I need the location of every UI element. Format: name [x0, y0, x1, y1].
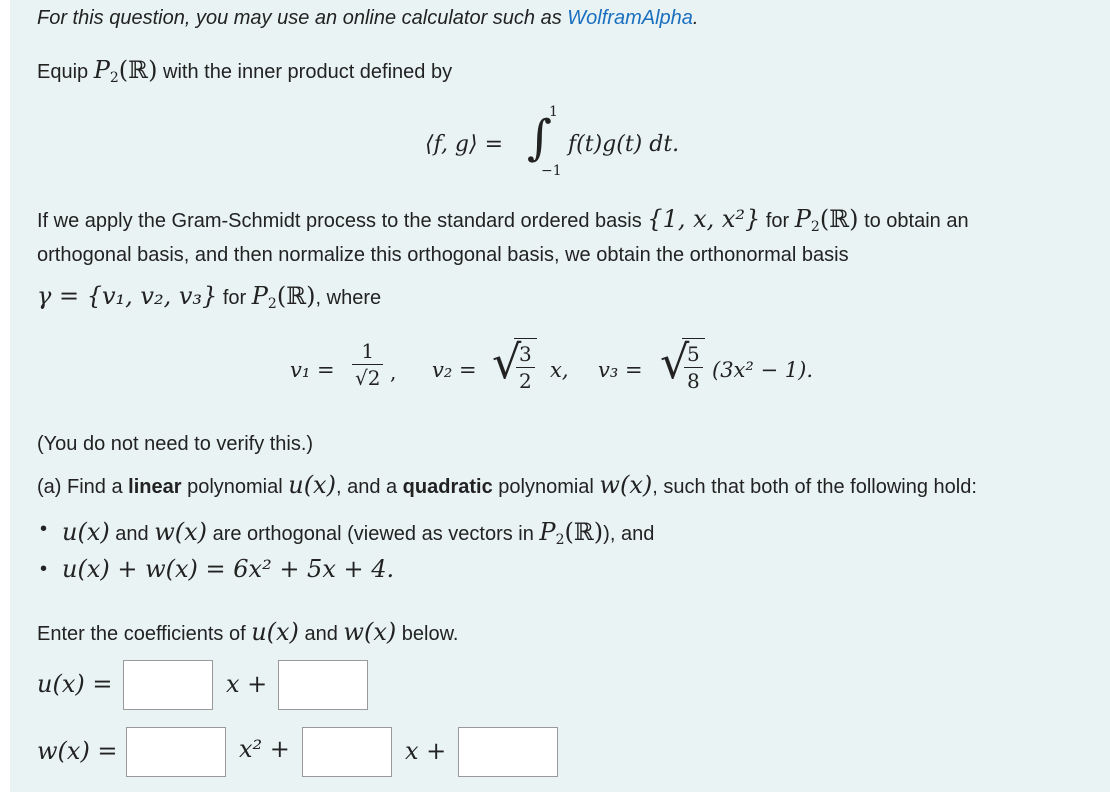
v2-label: v₂ = [432, 358, 477, 382]
standard-basis: {1, x, x²} [647, 205, 761, 233]
integral-lower-limit: −1 [541, 163, 562, 179]
part-a-prompt: (a) Find a linear polynomial u(x), and a quadratic polynomial w(x), such that both of the following hold: [37, 471, 977, 499]
paragraph-line-1: If we apply the Gram-Schmidt process to the standard ordered basis {1, x, x²} for $P_2(ℝ)$ to obtain an [37, 205, 969, 235]
w-linear-coefficient-input[interactable] [302, 727, 392, 777]
paragraph-line-3: γ = {v₁, v₂, v₃} for $P_2(ℝ)$, where [37, 282, 382, 312]
u-x-term: x + [226, 670, 268, 698]
v3-label: v₃ = [598, 358, 643, 382]
w-quadratic-coefficient-input[interactable] [126, 727, 226, 777]
w-x2-term: x² + [239, 735, 290, 763]
u-constant-input[interactable] [278, 660, 368, 710]
u-linear-coefficient-input[interactable] [123, 660, 213, 710]
orthonormal-basis: γ = {v₁, v₂, v₃} [37, 282, 218, 310]
w-constant-input[interactable] [458, 727, 558, 777]
inner-product-integrand: f(t)g(t) dt. [568, 132, 680, 157]
integral-upper-limit: 1 [549, 104, 558, 120]
condition-1: u(x) and w(x) are orthogonal (viewed as vectors in $P_2(ℝ)$), and [62, 518, 655, 548]
v1-fraction: $\frac{1}{√2}$ [352, 338, 383, 391]
enter-instructions: Enter the coefficients of u(x) and w(x) below. [37, 618, 459, 646]
bullet-1: • [40, 518, 48, 540]
paragraph-line-2: orthogonal basis, and then normalize this orthogonal basis, we obtain the orthonormal basis [37, 244, 849, 266]
u-answer-label: u(x) = [37, 670, 113, 698]
space-symbol: P [93, 56, 110, 84]
v2-sqrt-fraction: √ $\frac{3}{2}$ [492, 338, 537, 394]
condition-2: u(x) + w(x) = 6x² + 5x + 4. [62, 555, 395, 583]
verify-note: (You do not need to verify this.) [37, 433, 314, 455]
intro-text: For this question, you may use an online calculator such as [37, 7, 568, 29]
v1-label: v₁ = [290, 358, 335, 382]
page: For this question, you may use an online calculator such as WolframAlpha. Equip $P_2(ℝ)$ with the inner product defined by ⟨f, g⟩ = ∫ 1 −1 f(t)g(t) dt. If we apply the Gram-Schmidt process to the standard ordered basis {1, x, x²} for $P_2(ℝ)$ to obtain an orthogonal basis, and then normalize this orthogonal basis, we obtain the orthonormal basis γ = {v₁, v₂, v₃} for $P_2(ℝ)$, where v₁ = $\frac{1}{√2}$ , v₂ = √ $\frac{3}{2}$ x, v₃ = √ $\frac{5}{8}$ (3x² − 1). (You do not need to verify this.) (a) Find a linear polynomial u(x), and a quadratic polynomial w(x), such that both of the following hold: • u(x) and w(x) are orthogonal (viewed as vectors in $P_2(ℝ)$), and • u(x) + w(x) = 6x² + 5x + 4. Enter the coefficients of u(x) and w(x) below. u(x) = x + w(x) = x² + x + [0, 0, 1110, 792]
bullet-2: • [40, 558, 48, 580]
inner-product-lhs: ⟨f, g⟩ = [425, 132, 504, 157]
integral-sign: ∫ [527, 110, 553, 166]
v3-sqrt-fraction: √ $\frac{5}{8}$ [660, 338, 705, 394]
w-x-term: x + [405, 737, 447, 765]
intro-line: For this question, you may use an online calculator such as WolframAlpha. [37, 7, 699, 29]
w-answer-label: w(x) = [37, 737, 118, 765]
wolfram-alpha-link[interactable]: WolframAlpha [567, 7, 693, 29]
equip-line: Equip $P_2(ℝ)$ with the inner product defined by [37, 56, 453, 86]
